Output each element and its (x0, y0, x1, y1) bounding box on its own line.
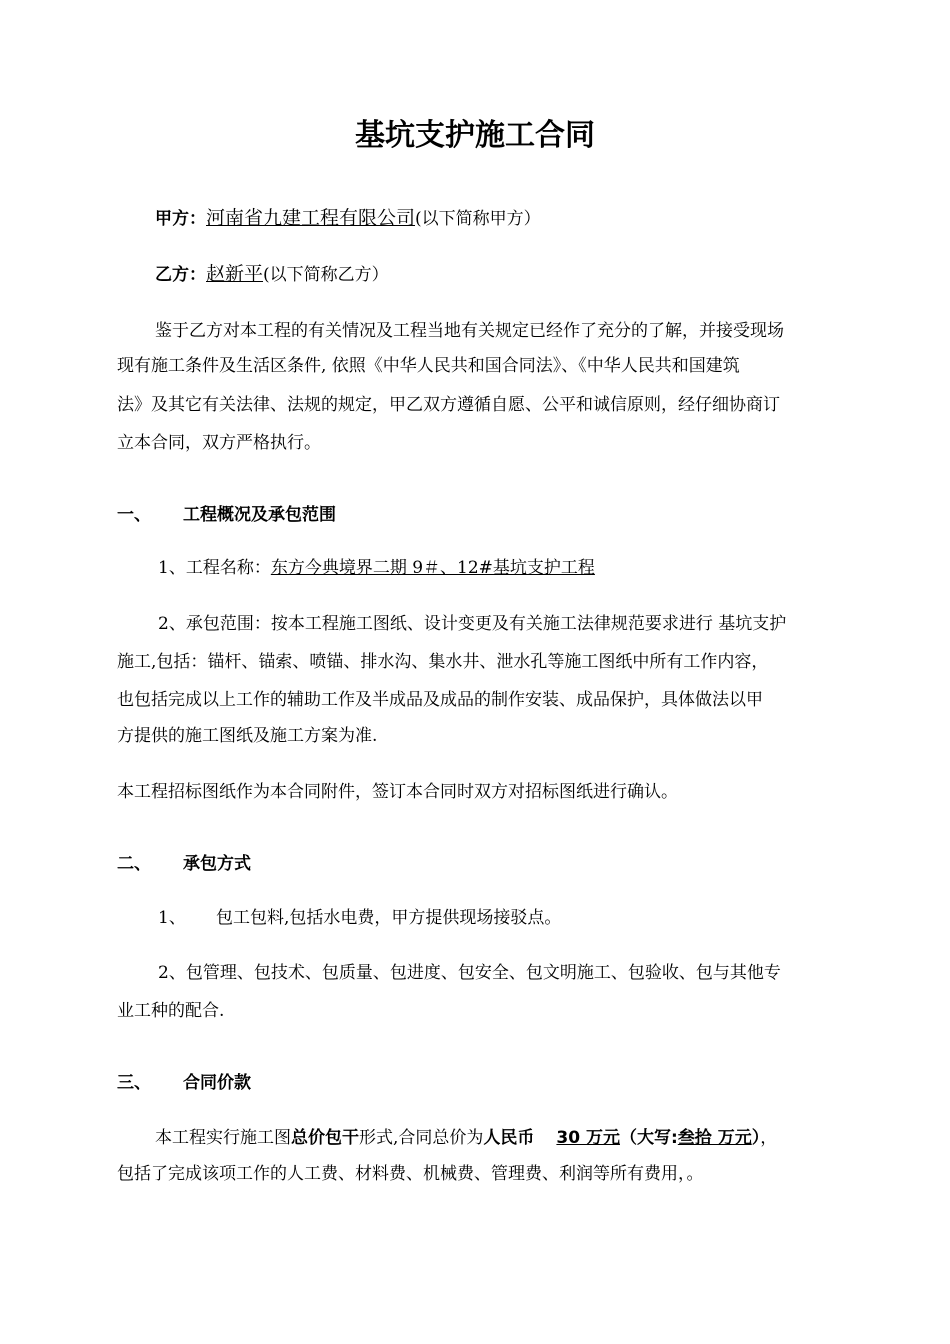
price-text: 形式,合同总价为 (359, 1128, 484, 1148)
price-capital-close: ） (751, 1128, 761, 1148)
price-text: 本工程实行施工图 (155, 1128, 291, 1148)
project-name-value: 东方今典境界二期 9＃、12#基坑支护工程 (270, 558, 595, 578)
section-heading (117, 505, 336, 525)
section-number: 一、 (117, 505, 151, 525)
preamble-line: 鉴于乙方对本工程的有关情况及工程当地有关规定已经作了充分的了解，并接受现场 (155, 321, 784, 341)
party-b-note: (以下简称乙方） (263, 265, 389, 285)
price-text: ， (760, 1128, 778, 1148)
party-a-note: (以下简称甲方） (415, 209, 541, 229)
party-a-label: 甲方： (155, 209, 206, 229)
item-text: 包工包料,包括水电费，甲方提供现场接驳点。 (216, 908, 562, 928)
item-number: 1、 (158, 908, 186, 928)
scope-line: 方提供的施工图纸及施工方案为准. (117, 726, 378, 746)
price-line: 包括了完成该项工作的人工费、材料费、机械费、管理费、利润等所有费用，。 (117, 1164, 704, 1184)
price-type: 总价包干 (291, 1128, 359, 1148)
party-b-line (155, 264, 389, 285)
scope-line: 2、承包范围：按本工程施工图纸、设计变更及有关施工法律规范要求进行 基坑支护 (158, 614, 787, 634)
project-name-line (158, 558, 595, 578)
party-a-name: 河南省九建工程有限公司 (206, 207, 416, 229)
price-amount: 30 万元 (556, 1128, 620, 1148)
section-heading (117, 854, 251, 874)
contract-mode-item: 2、包管理、包技术、包质量、包进度、包安全、包文明施工、包验收、包与其他专 (158, 963, 781, 983)
section-title: 工程概况及承包范围 (183, 505, 336, 525)
section-title: 承包方式 (183, 854, 251, 874)
preamble-line: 立本合同，双方严格执行。 (117, 433, 321, 453)
price-capital-label: （大写: (619, 1128, 678, 1148)
preamble-line: 现有施工条件及生活区条件, 依照《中华人民共和国合同法》、《中华人民共和国建筑 (117, 356, 740, 376)
price-line (155, 1128, 777, 1148)
scope-line: 也包括完成以上工作的辅助工作及半成品及成品的制作安装、成品保护，具体做法以甲 (117, 690, 763, 710)
section-title: 合同价款 (183, 1073, 251, 1093)
scope-line: 施工,包括：锚杆、锚索、喷锚、排水沟、集水井、泄水孔等施工图纸中所有工作内容， (117, 652, 769, 672)
party-a-line (155, 208, 541, 229)
party-b-name: 赵新平 (206, 263, 264, 285)
contract-mode-item (158, 908, 561, 928)
project-name-label: 1、工程名称： (158, 558, 271, 578)
section-heading (117, 1073, 251, 1093)
attachment-note: 本工程招标图纸作为本合同附件，签订本合同时双方对招标图纸进行确认。 (117, 782, 678, 802)
party-b-label: 乙方： (155, 265, 206, 285)
section-number: 二、 (117, 854, 151, 874)
contract-mode-item: 业工种的配合. (117, 1001, 225, 1021)
preamble-line: 法》及其它有关法律、法规的规定，甲乙双方遵循自愿、公平和诚信原则，经仔细协商订 (117, 395, 780, 415)
section-number: 三、 (117, 1073, 151, 1093)
currency-label: 人民币 (483, 1128, 535, 1148)
document-title: 基坑支护施工合同 (355, 118, 595, 153)
price-capital-amount: 叁拾 万元 (677, 1128, 752, 1148)
